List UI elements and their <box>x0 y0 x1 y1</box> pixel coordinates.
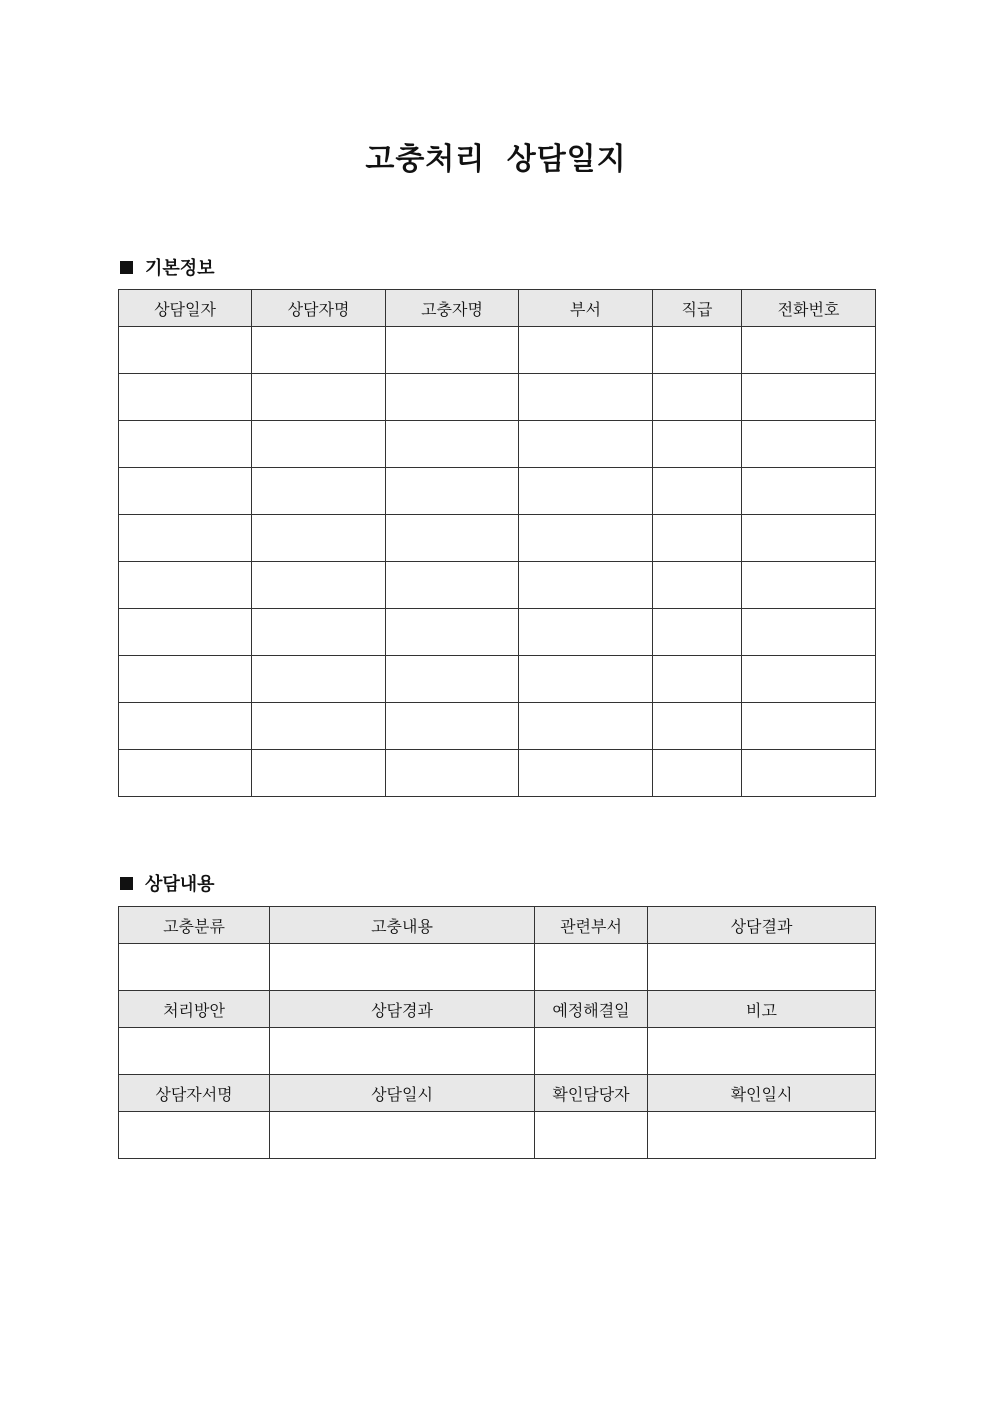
table-header-row <box>119 290 876 327</box>
blank-cell[interactable] <box>270 1112 535 1159</box>
blank-cell[interactable] <box>519 515 653 562</box>
field-label: 상담자서명 <box>119 1075 270 1112</box>
blank-cell[interactable] <box>252 374 386 421</box>
blank-cell[interactable] <box>519 703 653 750</box>
blank-cell[interactable] <box>653 327 742 374</box>
blank-cell[interactable] <box>653 468 742 515</box>
blank-cell[interactable] <box>119 750 252 797</box>
blank-cell[interactable] <box>252 750 386 797</box>
blank-cell[interactable] <box>119 421 252 468</box>
blank-cell[interactable] <box>653 609 742 656</box>
blank-cell[interactable] <box>519 656 653 703</box>
blank-cell[interactable] <box>742 515 876 562</box>
blank-cell[interactable] <box>519 750 653 797</box>
field-label: 예정해결일 <box>535 991 648 1028</box>
column-header: 부서 <box>519 290 653 327</box>
blank-cell[interactable] <box>519 562 653 609</box>
field-label: 확인일시 <box>648 1075 876 1112</box>
table-header-row <box>119 907 876 944</box>
column-header: 상담일자 <box>119 290 252 327</box>
square-bullet-icon <box>120 877 133 890</box>
field-label: 비고 <box>648 991 876 1028</box>
blank-cell[interactable] <box>519 609 653 656</box>
blank-cell[interactable] <box>648 1028 876 1075</box>
blank-cell[interactable] <box>252 703 386 750</box>
table-row <box>119 562 876 609</box>
blank-cell[interactable] <box>535 944 648 991</box>
blank-cell[interactable] <box>386 562 519 609</box>
blank-cell[interactable] <box>742 327 876 374</box>
blank-cell[interactable] <box>519 327 653 374</box>
table-row <box>119 703 876 750</box>
table-row <box>119 374 876 421</box>
blank-cell[interactable] <box>252 421 386 468</box>
section-label: 기본정보 <box>145 258 215 279</box>
blank-cell[interactable] <box>742 609 876 656</box>
blank-cell[interactable] <box>119 1028 270 1075</box>
blank-cell[interactable] <box>270 1028 535 1075</box>
blank-cell[interactable] <box>119 515 252 562</box>
blank-cell[interactable] <box>742 374 876 421</box>
blank-cell[interactable] <box>742 703 876 750</box>
blank-cell[interactable] <box>386 656 519 703</box>
blank-cell[interactable] <box>252 609 386 656</box>
blank-cell[interactable] <box>386 421 519 468</box>
blank-cell[interactable] <box>119 468 252 515</box>
blank-cell[interactable] <box>742 750 876 797</box>
blank-cell[interactable] <box>386 609 519 656</box>
blank-cell[interactable] <box>742 562 876 609</box>
blank-cell[interactable] <box>653 703 742 750</box>
blank-cell[interactable] <box>119 944 270 991</box>
table-row <box>119 750 876 797</box>
blank-cell[interactable] <box>742 421 876 468</box>
blank-cell[interactable] <box>742 468 876 515</box>
blank-cell[interactable] <box>648 1112 876 1159</box>
column-header: 상담자명 <box>252 290 386 327</box>
table-row <box>119 609 876 656</box>
blank-cell[interactable] <box>252 656 386 703</box>
table-row <box>119 944 876 991</box>
blank-cell[interactable] <box>535 1028 648 1075</box>
section-consult <box>120 870 215 896</box>
blank-cell[interactable] <box>119 562 252 609</box>
section-basic-info <box>120 254 215 280</box>
consult-table <box>118 906 876 1159</box>
blank-cell[interactable] <box>119 656 252 703</box>
blank-cell[interactable] <box>653 562 742 609</box>
blank-cell[interactable] <box>386 515 519 562</box>
table-header-row <box>119 991 876 1028</box>
blank-cell[interactable] <box>386 327 519 374</box>
square-bullet-icon <box>120 261 133 274</box>
blank-cell[interactable] <box>653 750 742 797</box>
blank-cell[interactable] <box>386 750 519 797</box>
blank-cell[interactable] <box>648 944 876 991</box>
field-label: 상담경과 <box>270 991 535 1028</box>
blank-cell[interactable] <box>742 656 876 703</box>
field-label: 고충분류 <box>119 907 270 944</box>
table-row <box>119 656 876 703</box>
blank-cell[interactable] <box>386 703 519 750</box>
field-label: 확인담당자 <box>535 1075 648 1112</box>
table-row <box>119 515 876 562</box>
blank-cell[interactable] <box>119 374 252 421</box>
blank-cell[interactable] <box>119 703 252 750</box>
field-label: 관련부서 <box>535 907 648 944</box>
blank-cell[interactable] <box>119 1112 270 1159</box>
table-row <box>119 1028 876 1075</box>
field-label: 상담결과 <box>648 907 876 944</box>
blank-cell[interactable] <box>653 421 742 468</box>
blank-cell[interactable] <box>519 374 653 421</box>
column-header: 직급 <box>653 290 742 327</box>
blank-cell[interactable] <box>386 374 519 421</box>
field-label: 상담일시 <box>270 1075 535 1112</box>
blank-cell[interactable] <box>386 468 519 515</box>
table-row <box>119 468 876 515</box>
blank-cell[interactable] <box>653 515 742 562</box>
table-row <box>119 327 876 374</box>
basic-info-table <box>118 289 876 797</box>
table-row <box>119 1112 876 1159</box>
blank-cell[interactable] <box>519 421 653 468</box>
blank-cell[interactable] <box>119 327 252 374</box>
blank-cell[interactable] <box>252 327 386 374</box>
blank-cell[interactable] <box>535 1112 648 1159</box>
table-row <box>119 421 876 468</box>
field-label: 고충내용 <box>270 907 535 944</box>
blank-cell[interactable] <box>270 944 535 991</box>
blank-cell[interactable] <box>119 609 252 656</box>
blank-cell[interactable] <box>653 656 742 703</box>
blank-cell[interactable] <box>252 515 386 562</box>
page-title: 고충처리 상담일지 <box>365 142 627 177</box>
blank-cell[interactable] <box>653 374 742 421</box>
blank-cell[interactable] <box>519 468 653 515</box>
blank-cell[interactable] <box>252 562 386 609</box>
column-header: 전화번호 <box>742 290 876 327</box>
table-header-row <box>119 1075 876 1112</box>
column-header: 고충자명 <box>386 290 519 327</box>
field-label: 처리방안 <box>119 991 270 1028</box>
section-label: 상담내용 <box>145 874 215 895</box>
blank-cell[interactable] <box>252 468 386 515</box>
